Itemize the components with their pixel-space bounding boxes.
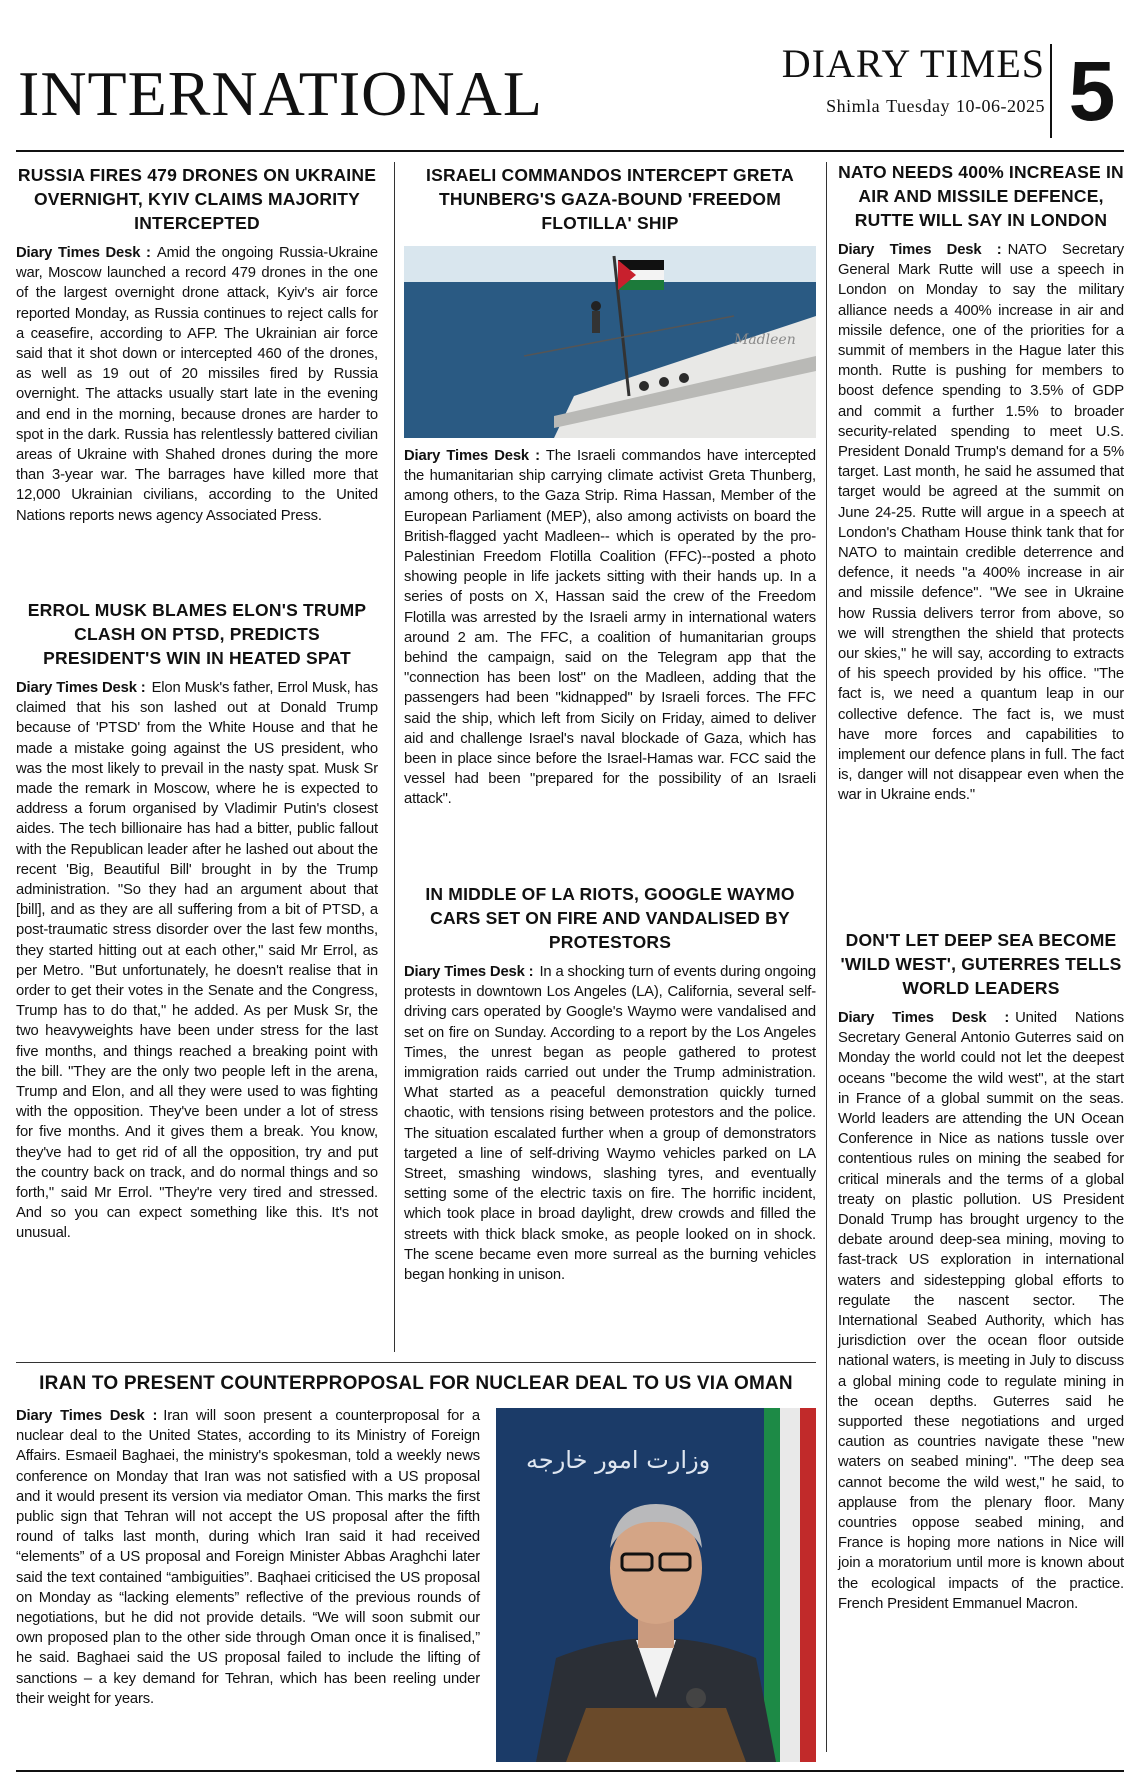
article-body xyxy=(16,1406,480,1709)
article-errol-musk xyxy=(16,598,378,1244)
column-divider xyxy=(394,162,395,1352)
headline: RUSSIA FIRES 479 DRONES ON UKRAINE OVERNIGHT, KYIV CLAIMS MAJORITY INTERCEPTED xyxy=(17,165,377,233)
footer-rule xyxy=(16,1770,1124,1772)
headline: ISRAELI COMMANDOS INTERCEPT GRETA THUNBERG'S GAZA-BOUND 'FREEDOM FLOTILLA' SHIP xyxy=(426,165,794,233)
column-divider xyxy=(826,162,827,1752)
desk-label: Diary Times Desk : xyxy=(404,448,540,464)
desk-label: Diary Times Desk : xyxy=(16,1408,158,1424)
person-on-rail xyxy=(591,301,601,311)
article-body xyxy=(16,243,378,526)
person-on-deck xyxy=(659,377,669,387)
article-greta-body xyxy=(404,446,816,810)
section-title: INTERNATIONAL xyxy=(18,58,543,129)
masthead xyxy=(745,41,1045,117)
backdrop-text: وزارت امور خارجه xyxy=(526,1446,711,1474)
headline: NATO NEEDS 400% INCREASE IN AIR AND MISSILE DEFENCE, RUTTE WILL SAY IN LONDON xyxy=(838,162,1124,230)
article-body xyxy=(16,678,378,1244)
person-on-deck xyxy=(679,373,689,383)
article-deep-sea xyxy=(838,928,1124,1614)
article-text: The Israeli commandos have intercepted the humanitarian ship carrying climate activist Greta Thunberg, among others, to the Gaza Strip. Rima Hassan, Member of the European Parliament (MEP), also among activists on board the British-flagged yacht Madleen-- which is operated by the pro-Palestinian Freedom Flotilla Coalition (FFC)--posted a photo showing people in life jackets sitting with their hands up. In a series of posts on X, Hassan said the crew of the Freedom Flotilla was arrested by the Israeli army in international waters around 2 am. The FFC, a coalition of humanitarian groups behind the campaign, said on the Telegram app that the "connection has been lost" on the Madleen, adding that the passengers had been "kidnapped" by Israeli forces. The FFC said the ship, which left from Sicily on Friday, aimed to deliver aid and challenge Israel's naval blockade of Gaza, which has been in place since before the Israel-Hamas war. FCC said the vessel had been "prepared for the possibility of an Israeli attack". xyxy=(404,448,817,808)
article-text: Iran will soon present a counterproposal for a nuclear deal to the United States, according to its Ministry of Foreign Affairs. Esmaeil Baghaei, the ministry's spokesman, told a weekly news conference on Monday that Iran was not satisfied with a US proposal and it would present its version via mediator Oman. This marks the first public sign that Tehran will not accept the US proposal after the fifth round of talks last month, during which Iran said it had received “elements” of a US proposal and Foreign Minister Abbas Araghchi later said the text contained “ambiguities”. Baqhaei criticised the US proposal on Monday as “lacking elements” reflective of the previous rounds of negotiations, but he did not provide details. “We will soon submit our own proposed plan to the other side through Oman once it is finalised,” he said. Baghaei said the US proposal failed to include the lifting of sanctions – a key demand for Tehran, which has been reeling under their weight for years. xyxy=(16,1408,480,1707)
article-text: Elon Musk's father, Errol Musk, has claimed that his son lashed out at Donald Trump because of 'PTSD' from the White House and that he made a mistake going against the US president, who was the most likely to prevail in the nasty spat. Musk Sr made the remark in Moscow, where he is expected to address a forum organised by Vladimir Putin's closest aides. The tech billionaire has had a bitter, public fallout with the Republican leader after he lashed out about the recent 'Big, Beautiful Bill' brought in by the Trump administration. "So they had an argument about that [bill], and as they are all suffering from a bit of PTSD, a post-traumatic stress disorder over the last few months, they started hitting out at each other," said Mr Errol, as per Metro. "But unfortunately, he doesn't realise that in order to get their votes in the Senate and the Congress, Trump has to do that," he added. As per Musk Sr, the two heavyweights have been under stress for the last five months, and things reached a breaking point with the bill. "They are the only two people left in the arena, Trump and Elon, and all they were used to was fighting with the opposition. They've been under a lot of stress for five months. And it gives them a break. You know, they've had to get rid of all the opposition, try and put the country back on track, and do normal things and so forth," said Mr Errol. "They're very tired and stressed. And so you can expect something like this. It's not unusual. xyxy=(16,680,378,1242)
desk-label: Diary Times Desk : xyxy=(16,680,146,696)
headline: IRAN TO PRESENT COUNTERPROPOSAL FOR NUCLEAR DEAL TO US VIA OMAN xyxy=(39,1373,793,1394)
podium xyxy=(566,1708,746,1762)
flag-green xyxy=(764,1408,780,1762)
article-text: NATO Secretary General Mark Rutte will use a speech in London on Monday to say the military alliance needs a 400% increase in air and missile defence, one of the priorities for a summit of members in the Hague later this month. Rutte is pushing for members to boost defence spending to 3.5% of GDP and commit a further 1.5% to broader security-related spending to meet U.S. President Donald Trump's demand for a 5% target. Last month, he said he assumed that target would be agreed at the summit on June 24-25. Rutte will argue in a speech at London's Chatham House think tank that for NATO to maintain credible deterrence and defence, it needs "a 400% increase in air and missile defence". "We see in Ukraine how Russia delivers terror from above, so we will strengthen the shield that protects our skies," he will say, according to extracts of his speech provided by his office. "The fact is, we need a quantum leap in our collective defence. The fact is, we must have more forces and capabilities to implement our defence plans in full. The fact is, danger will not disappear even when the war in Ukraine ends." xyxy=(838,242,1124,804)
person-on-deck xyxy=(639,381,649,391)
headline: ERROL MUSK BLAMES ELON'S TRUMP CLASH ON PTSD, PREDICTS PRESIDENT'S WIN IN HEATED SPAT xyxy=(27,600,367,668)
article-text: Amid the ongoing Russia-Ukraine war, Moscow launched a record 479 drones in the one of the largest overnight drone attack, Kyiv's air force reported Monday, as Russia continues to reject calls for a ceasefire, according to AFP. The Ukrainian air force said that it shot down or intercepted 460 of the drones, as well as 19 out of 20 missiles fired by Russia overnight. The attacks usually start late in the evening and end in the morning, because drones are harder to spot in the dark. Russia has relentlessly battered civilian areas of Ukraine with Shahed drones during the more than 3-year war. The barrages have killed more that 12,000 Ukrainian civilians, according to the United Nations reports news agency Associated Press. xyxy=(16,245,378,524)
headline: IN MIDDLE OF LA RIOTS, GOOGLE WAYMO CARS SET ON FIRE AND VANDALISED BY PROTESTORS xyxy=(425,884,795,952)
spokesman-illustration xyxy=(496,1408,816,1762)
page-number: 5 xyxy=(1050,44,1132,138)
desk-label: Diary Times Desk : xyxy=(16,245,151,261)
article-nato-defence xyxy=(838,160,1124,806)
flag-red xyxy=(800,1408,816,1762)
dateline-weekday: Tuesday xyxy=(886,96,950,116)
article-body xyxy=(404,962,816,1285)
article-waymo-riots xyxy=(404,882,816,1285)
article-greta-flotilla xyxy=(404,163,816,243)
dateline-date: 10-06-2025 xyxy=(956,96,1045,116)
article-russia-drones xyxy=(16,163,378,526)
article-iran-heading xyxy=(16,1372,816,1404)
headline: DON'T LET DEEP SEA BECOME 'WILD WEST', GUTERRES TELLS WORLD LEADERS xyxy=(840,930,1122,998)
dateline-city: Shimla xyxy=(826,96,881,116)
article-iran-body xyxy=(16,1406,480,1709)
ship-illustration xyxy=(404,246,816,438)
section-divider xyxy=(16,1362,816,1363)
header-rule xyxy=(16,150,1124,152)
article-body xyxy=(838,1008,1124,1614)
article-text: In a shocking turn of events during ongoing protests in downtown Los Angeles (LA), California, several self-driving cars operated by Google's Waymo were vandalised and set on fire on Sunday. According to a report by the Los Angeles Times, the unrest began as people gathered to protest immigration raids carried out under the Trump administration. What started as a peaceful demonstration quickly turned chaotic, with tensions rising between protestors and the police. The situation escalated further when a group of demonstrators targeted a line of self-driving Waymo vehicles parked on LA Street, smashing windows, slashing tyres, and eventually setting some of the electric taxis on fire. The horrific incident, which took place in broad daylight, drew crowds and filled the streets with thick black smoke, as people looked on in shock. The scene became even more surreal as the burning vehicles began honking in unison. xyxy=(404,964,816,1284)
desk-label: Diary Times Desk : xyxy=(838,242,1002,258)
desk-label: Diary Times Desk : xyxy=(838,1010,1010,1026)
flotilla-ship-photo xyxy=(404,246,816,438)
article-body xyxy=(838,240,1124,806)
ship-name-text: Madleen xyxy=(734,332,796,348)
person-body xyxy=(592,311,600,333)
paper-name: DIARY TIMES xyxy=(781,41,1045,86)
desk-label: Diary Times Desk : xyxy=(404,964,534,980)
dateline xyxy=(745,96,1045,117)
sky xyxy=(404,246,816,284)
article-text: United Nations Secretary General Antonio Guterres said on Monday the world could not let the deepest oceans "become the wild west", at the start in France of a global summit on the seas. World leaders are attending the UN Ocean Conference in Nice as nations tussle over contentious rules on mining the seabed for critical minerals and the terms of a global treaty on plastic pollution. US President Donald Trump has brought urgency to the debate around deep-sea mining, moving to fast-track US exploration in international waters and sidestepping global efforts to regulate the nascent sector. The International Seabed Authority, which has jurisdiction over the ocean floor outside national waters, is meeting in July to discuss a global mining code to regulate mining in the ocean depths. Guterres said he supported these negotiations and urged caution as countries navigate these "new waters on seabed mining". "The deep sea cannot become the wild west," he said, to applause from the plenary floor. Many countries oppose seabed mining, and France is hoping more nations in Nice will join a moratorium until more is known about the ecological impacts of the practice. French President Emmanuel Macron. xyxy=(838,1010,1124,1612)
microphone xyxy=(686,1688,706,1708)
article-body xyxy=(404,446,816,810)
spokesman-photo xyxy=(496,1408,816,1762)
